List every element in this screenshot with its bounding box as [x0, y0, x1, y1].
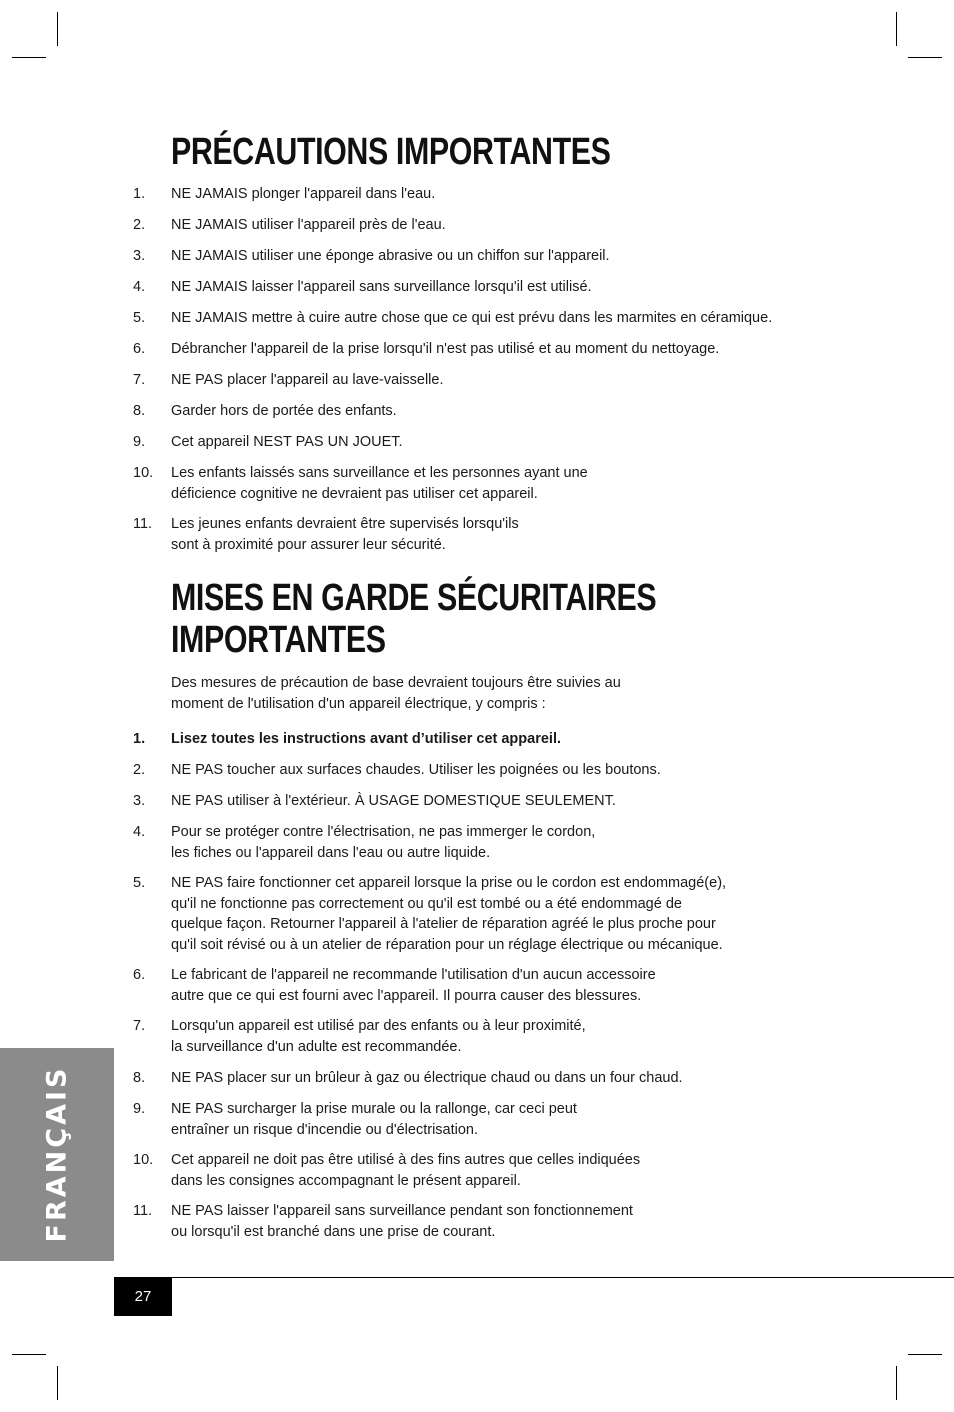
item-number: 11.	[133, 516, 153, 532]
item-text: Débrancher l'appareil de la prise lorsqu'il n'est pas utilisé et au moment du nettoyage.	[171, 341, 720, 357]
crop-mark	[57, 1366, 58, 1400]
item-number: 1.	[133, 186, 146, 202]
item-number: 8.	[133, 1070, 146, 1086]
language-label: FRANÇAIS	[41, 1065, 73, 1243]
item-number: 8.	[133, 403, 146, 419]
item-number: 7.	[133, 1018, 146, 1034]
item-number: 3.	[133, 793, 146, 809]
item-text: NE JAMAIS utiliser une éponge abrasive ou un chiffon sur l'appareil.	[171, 248, 610, 264]
item-text: NE PAS laisser l'appareil sans surveillance pendant son fonctionnement ou lorsqu'il est branché dans une prise de courant.	[171, 1203, 633, 1240]
language-side-tab	[0, 1048, 114, 1261]
list-item	[133, 965, 853, 1006]
item-text: NE JAMAIS utiliser l'appareil près de l'eau.	[171, 217, 446, 233]
item-number: 7.	[133, 372, 146, 388]
item-number: 9.	[133, 1101, 146, 1117]
item-number: 10.	[133, 465, 154, 481]
crop-mark	[12, 1354, 46, 1355]
list-item	[133, 339, 853, 360]
list-item	[133, 1201, 853, 1242]
list-item	[133, 246, 853, 267]
item-number: 1.	[133, 731, 146, 747]
list-item	[133, 873, 853, 955]
item-number: 6.	[133, 967, 146, 983]
page-number: 27	[114, 1278, 172, 1316]
crop-mark	[896, 1366, 897, 1400]
item-text: NE JAMAIS mettre à cuire autre chose que ce qui est prévu dans les marmites en céramique.	[171, 310, 773, 326]
item-number: 5.	[133, 875, 146, 891]
list-item	[133, 729, 853, 750]
item-text: Les jeunes enfants devraient être supervisés lorsqu'ils sont à proximité pour assurer leur sécurité.	[171, 516, 519, 553]
crop-mark	[908, 57, 942, 58]
item-number: 2.	[133, 217, 146, 233]
item-text: Les enfants laissés sans surveillance et les personnes ayant une déficience cognitive ne devraient pas utiliser cet appareil.	[171, 465, 588, 502]
list-item	[133, 1099, 853, 1140]
item-number: 4.	[133, 279, 146, 295]
item-text: Le fabricant de l'appareil ne recommande l'utilisation d'un aucun accessoire autre que ce qui est fourni avec l'appareil. Il pourra causer des blessures.	[171, 967, 656, 1004]
list-item	[133, 370, 853, 391]
list-item	[133, 215, 853, 236]
item-number: 4.	[133, 824, 146, 840]
item-text: NE PAS placer sur un brûleur à gaz ou électrique chaud ou dans un four chaud.	[171, 1070, 683, 1086]
item-number: 5.	[133, 310, 146, 326]
list-item	[133, 1150, 853, 1191]
crop-mark	[12, 57, 46, 58]
item-text: Pour se protéger contre l'électrisation, ne pas immerger le cordon, les fiches ou l'appareil dans l'eau ou autre liquide.	[171, 824, 596, 861]
section-title-line: MISES EN GARDE SÉCURITAIRES	[171, 577, 657, 619]
item-number: 6.	[133, 341, 146, 357]
list-item	[133, 308, 853, 329]
item-number: 2.	[133, 762, 146, 778]
item-text: Lisez toutes les instructions avant d’utiliser cet appareil.	[171, 731, 561, 747]
item-text: Garder hors de portée des enfants.	[171, 403, 397, 419]
crop-mark	[908, 1354, 942, 1355]
list-item	[133, 1016, 853, 1057]
item-text: NE JAMAIS plonger l'appareil dans l'eau.	[171, 186, 436, 202]
item-number: 3.	[133, 248, 146, 264]
footer-rule	[114, 1277, 954, 1278]
safeguards-intro: Des mesures de précaution de base devraient toujours être suivies au moment de l'utilisation d'un appareil électrique, y compris :	[171, 675, 621, 712]
item-number: 9.	[133, 434, 146, 450]
item-text: NE PAS toucher aux surfaces chaudes. Utiliser les poignées ou les boutons.	[171, 762, 661, 778]
crop-mark	[896, 12, 897, 46]
list-item	[133, 432, 853, 453]
item-text: Cet appareil ne doit pas être utilisé à des fins autres que celles indiquées dans les consignes accompagnant le présent appareil.	[171, 1152, 641, 1189]
list-item	[133, 277, 853, 298]
item-text: Cet appareil NEST PAS UN JOUET.	[171, 434, 403, 450]
item-text: NE PAS placer l'appareil au lave-vaisselle.	[171, 372, 444, 388]
list-item	[133, 514, 853, 555]
list-item	[133, 401, 853, 422]
list-item	[133, 463, 853, 504]
section-title-precautions: PRÉCAUTIONS IMPORTANTES	[171, 131, 611, 173]
item-number: 10.	[133, 1152, 154, 1168]
list-item	[133, 1068, 853, 1089]
item-text: NE PAS surcharger la prise murale ou la rallonge, car ceci peut entraîner un risque d'incendie ou d'électrisation.	[171, 1101, 577, 1138]
item-text: Lorsqu'un appareil est utilisé par des enfants ou à leur proximité, la surveillance d'un adulte est recommandée.	[171, 1018, 586, 1055]
list-item	[133, 760, 853, 781]
item-text: NE PAS utiliser à l'extérieur. À USAGE DOMESTIQUE SEULEMENT.	[171, 793, 616, 809]
item-text: NE JAMAIS laisser l'appareil sans surveillance lorsqu'il est utilisé.	[171, 279, 592, 295]
item-number: 11.	[133, 1203, 153, 1219]
section-title-line: IMPORTANTES	[171, 619, 386, 661]
crop-mark	[57, 12, 58, 46]
list-item	[133, 822, 853, 863]
item-text: NE PAS faire fonctionner cet appareil lorsque la prise ou le cordon est endommagé(e), qu'il ne fonctionne pas correctement ou qu'il est tombé ou a été endommagé de quelque façon. Retourner l'appareil à l'atelier de réparation agréé le plus proche pour qu'il soit révisé ou à un atelier de réparation pour un réglage électrique ou mécanique.	[171, 875, 727, 953]
list-item	[133, 791, 853, 812]
section-title-safeguards	[171, 577, 656, 661]
list-item	[133, 184, 853, 205]
